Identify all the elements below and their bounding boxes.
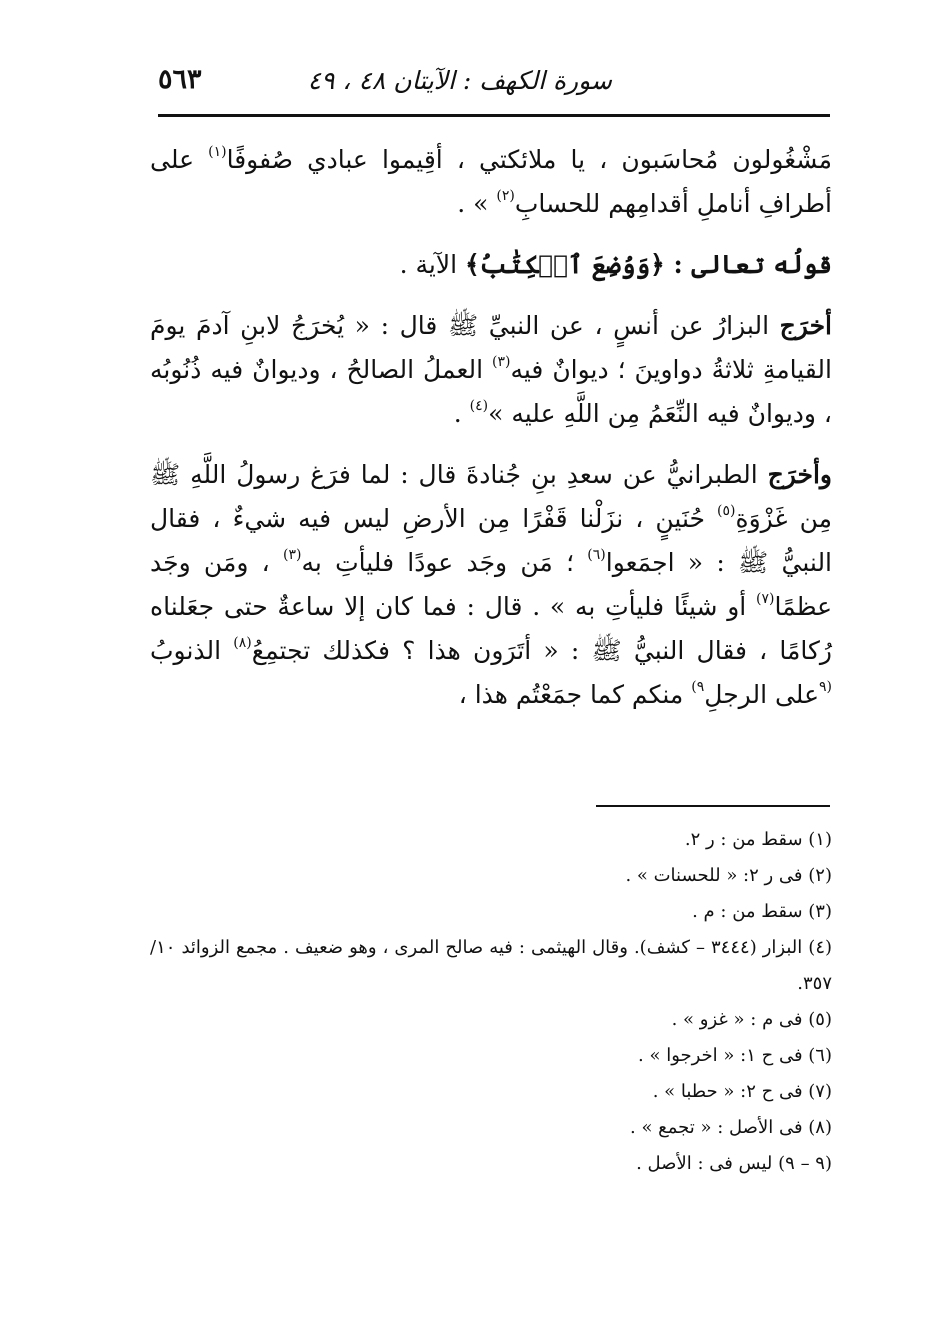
footnote-4: (٤) البزار (٣٤٤٤ – كشف). وقال الهيثمى : فيه صالح المرى ، وهو ضعيف . مجمع الزوائد ١٠/ ٣٥٧.	[150, 937, 833, 994]
paragraph-1-text-2: على أطرافِ أناملِ أقدامِهم للحسابِ	[150, 145, 832, 218]
paragraph-4-text-8: منكم كما جمَعْتُم هذا ،	[458, 680, 692, 709]
paragraph-4-text-4: ، ومَن وجَد عظمًا	[150, 548, 832, 621]
header-rule	[158, 114, 830, 117]
footnote-7: (٧) فى ح ٢: « حطبا » .	[652, 1081, 832, 1102]
footnote-8: (٨) فى الأصل : « تجمع » .	[630, 1117, 832, 1138]
paragraph-4-text-1: الطبرانيُّ عن سعدِ بنِ جُنادةَ قال : لما فرَغ رسولُ اللَّهِ ﷺ مِن غَزْوَةِ	[150, 460, 832, 533]
paragraph-3	[150, 304, 832, 436]
running-header	[158, 62, 830, 102]
footnote-marker: (١)	[208, 144, 227, 160]
paragraph-3-text-2: العملُ الصالحُ ، وديوانٌ فيه ذُنُوبُه ، وديوانٌ فيه النِّعَمُ مِن اللَّهِ عليه »	[150, 355, 832, 428]
footnote-9: (٩ – ٩) ليس فى : الأصل .	[636, 1153, 832, 1174]
footnote-marker: ٩)	[691, 679, 705, 695]
paragraph-4-lead: وأخرَج	[767, 460, 832, 489]
paragraph-2	[150, 243, 832, 287]
paragraph-4-text-6: الذنوبُ	[150, 636, 234, 665]
page-number: ٥٦٣	[158, 64, 202, 95]
verse-quote: ﴿وَوُضِعَ ٱلۡكِتَٰبُ﴾	[464, 250, 674, 279]
footnote-5: (٥) فى م : « غزو » .	[671, 1009, 832, 1030]
paragraph-4-text-7: على الرجلِ	[704, 680, 819, 709]
footnote-marker: (٨)	[233, 635, 252, 651]
footnote-3: (٣) سقط من : م .	[692, 901, 832, 922]
verse-tail: الآية .	[399, 250, 465, 279]
paragraph-4-text-3: ؛ مَن وجَد عودًا فليأتِ به	[301, 548, 588, 577]
footnote-marker: (٣)	[283, 547, 302, 563]
footnote-marker: (٧)	[756, 591, 775, 607]
paragraph-1-text-3: » .	[457, 189, 497, 218]
paragraph-1-text-1: مَشْغُولون مُحاسَبون ، يا ملائكتي ، أقِيموا عبادي صُفوفًا	[226, 145, 832, 174]
verse-heading: قولُه تعالى :	[673, 250, 832, 279]
footnote-separator	[596, 805, 830, 807]
footnote-marker: (٥)	[717, 503, 736, 519]
footnote-marker: (٣)	[492, 354, 511, 370]
paragraph-3-lead: أخرَج	[779, 311, 832, 340]
footnote-marker: (٢)	[496, 188, 515, 204]
main-text	[150, 138, 832, 734]
paragraph-4	[150, 453, 832, 717]
footnote-marker: (٤)	[469, 398, 489, 414]
paragraph-1	[150, 138, 832, 226]
footnote-6: (٦) فى ح ١: « اخرجوا » .	[638, 1045, 832, 1066]
paragraph-3-text-1: البزارُ عن أنسٍ ، عن النبيِّ ﷺ قال : « يُخرَجُ لابنِ آدمَ يومَ القيامةِ ثلاثةُ دواوينَ ؛ ديوانٌ فيه	[150, 311, 832, 384]
footnote-2: (٢) فى ر ٢: « للحسنات » .	[625, 865, 832, 886]
footnote-marker: (٩	[819, 679, 832, 695]
paragraph-4-text-2: حُنَينٍ ، نزَلْنا قَفْرًا مِن الأرضِ ليس فيه شيءٌ ، فقال النبيُّ ﷺ : « اجمَعوا	[150, 504, 833, 577]
footnote-1: (١) سقط من : ر ٢.	[684, 829, 832, 850]
footnote-marker: (٦)	[587, 547, 606, 563]
footnotes	[150, 822, 832, 1182]
paragraph-3-text-3: .	[453, 399, 470, 428]
paragraph-4-text-5: أو شيئًا فليأتِ به » . قال : فما كان إلا ساعةٌ حتى جعَلناه رُكامًا ، فقال النبيُّ ﷺ : « أتَرَون هذا ؟ فكذلك تجتمِعُ	[150, 592, 832, 665]
header-title: سورة الكهف : الآيتان ٤٨ ، ٤٩	[307, 66, 612, 95]
